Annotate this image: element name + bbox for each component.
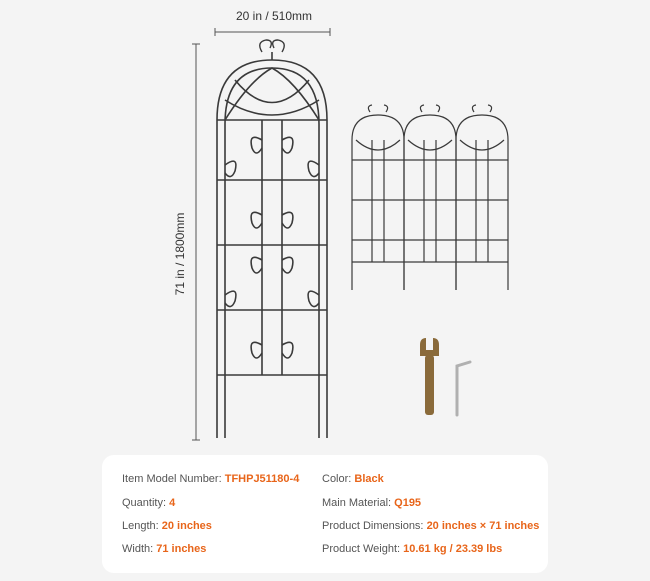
width-dimension-line — [215, 28, 330, 36]
spec-quantity — [122, 497, 175, 509]
spec-label: Quantity: — [122, 497, 167, 509]
specs-card — [102, 455, 548, 573]
spec-product-weight — [322, 543, 502, 555]
spec-value: 20 inches × 71 inches — [426, 520, 540, 532]
allen-key-icon — [457, 362, 470, 415]
width-dimension-label: 20 in / 510mm — [235, 9, 313, 23]
height-dimension-line — [192, 44, 200, 440]
spec-value: Black — [354, 473, 384, 485]
spec-label: Main Material: — [322, 497, 392, 509]
trellis-panel-small-2 — [404, 105, 456, 290]
spec-label: Color: — [322, 473, 352, 485]
spec-value: Q195 — [394, 497, 422, 509]
spec-product-dimensions — [322, 520, 539, 532]
trellis-panel-small-3 — [456, 105, 508, 290]
spec-width — [122, 543, 206, 555]
trellis-panel-large — [217, 40, 327, 438]
spec-label: Item Model Number: — [122, 473, 222, 485]
spec-value: TFHPJ51180-4 — [224, 473, 300, 485]
spec-value: 4 — [169, 497, 176, 509]
spec-value: 71 inches — [156, 543, 207, 555]
spec-main-material — [322, 497, 421, 509]
spec-label: Product Weight: — [322, 543, 401, 555]
spec-length — [122, 520, 212, 532]
wrench-icon — [420, 338, 439, 415]
spec-label: Product Dimensions: — [322, 520, 424, 532]
spec-color — [322, 473, 384, 485]
height-dimension-label: 71 in / 1800mm — [173, 212, 187, 296]
spec-value: 20 inches — [161, 520, 212, 532]
spec-value: 10.61 kg / 23.39 lbs — [403, 543, 503, 555]
spec-item-model — [122, 473, 299, 485]
trellis-panel-small-1 — [352, 105, 404, 290]
spec-label: Width: — [122, 543, 154, 555]
spec-label: Length: — [122, 520, 159, 532]
